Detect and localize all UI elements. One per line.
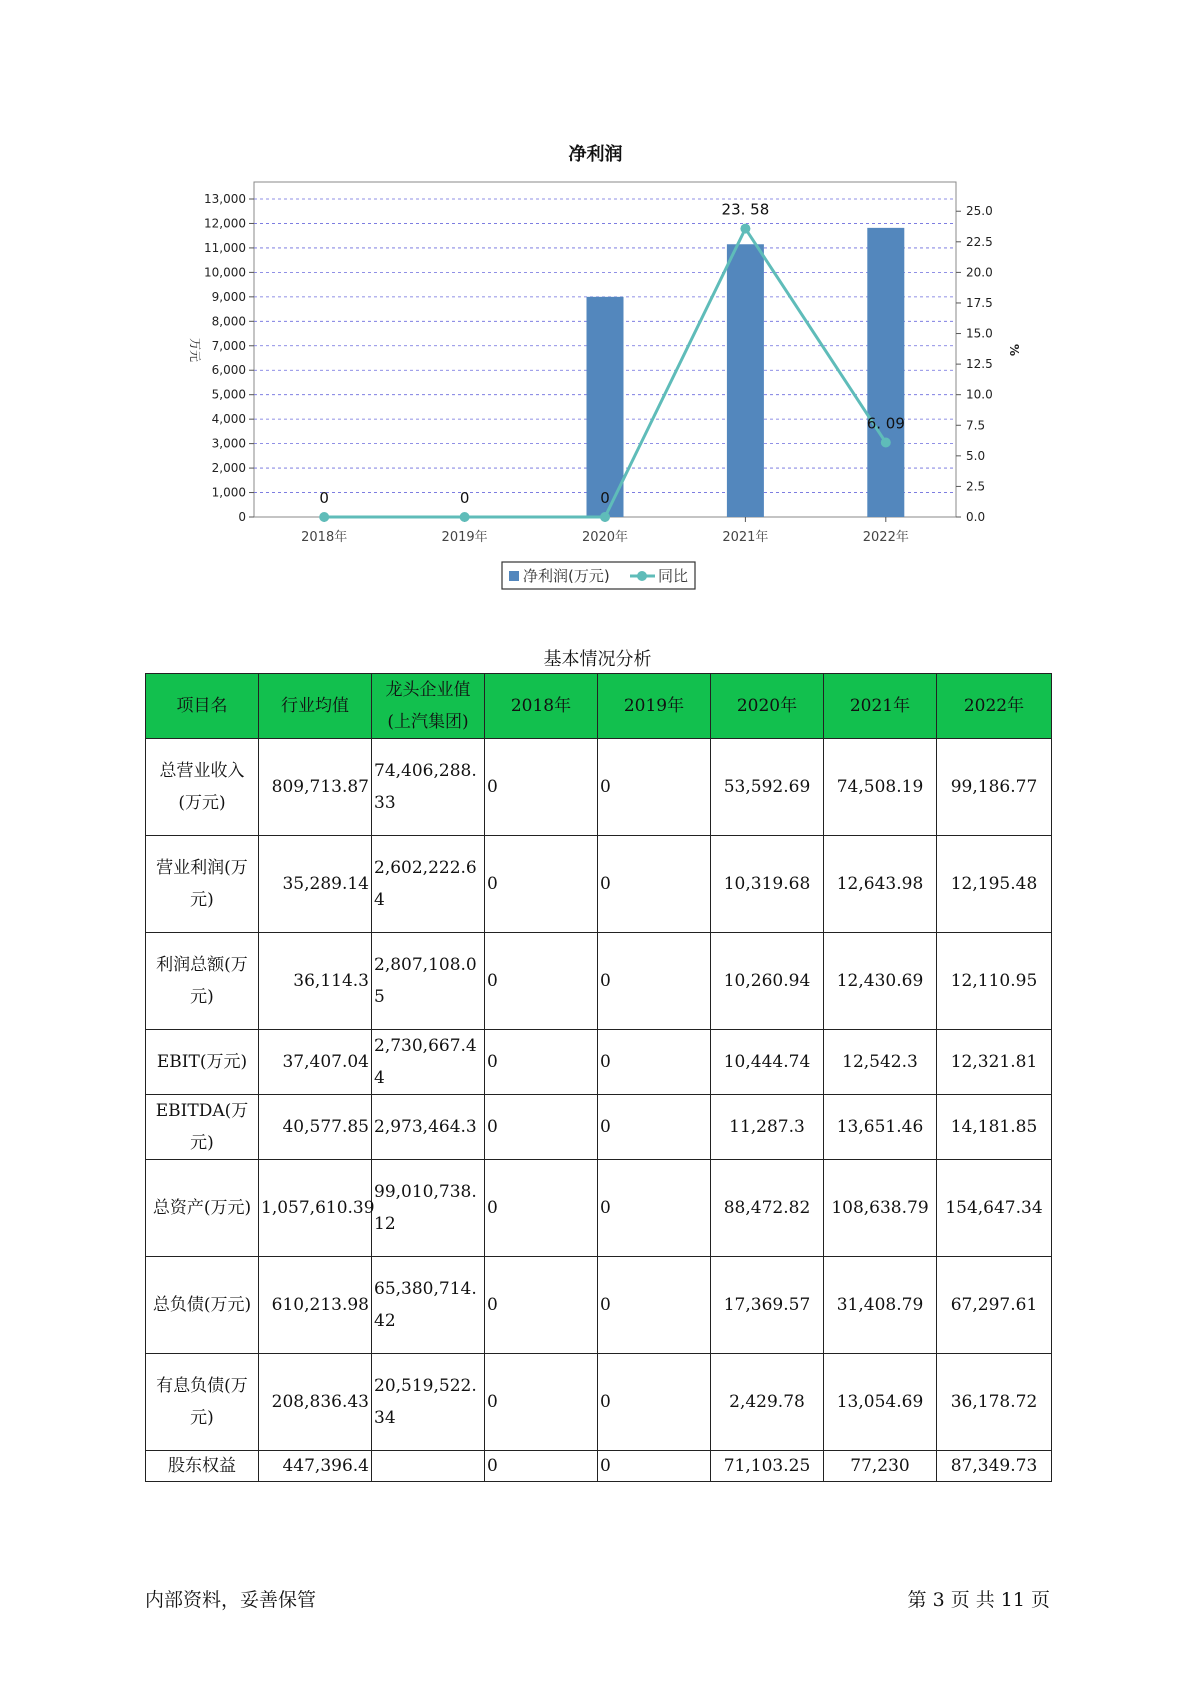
table-cell-avg: 37,407.04	[259, 1030, 372, 1095]
table-cell-lead: 2,807,108.05	[372, 933, 485, 1030]
header-cell: 2019年	[598, 674, 711, 739]
legend-swatch-bar	[509, 571, 519, 581]
table-row	[146, 1451, 1052, 1482]
header-cell: 2021年	[824, 674, 937, 739]
table-cell-lead: 2,602,222.64	[372, 836, 485, 933]
table-cell-y2020: 10,319.68	[711, 836, 824, 933]
table-cell-avg: 610,213.98	[259, 1257, 372, 1354]
header-cell: 龙头企业值(上汽集团)	[372, 674, 485, 739]
table-cell-y2018: 0	[485, 836, 598, 933]
y-tick-label: 6,000	[211, 363, 246, 378]
bar	[587, 297, 624, 517]
y2-tick-label: 10.0	[966, 387, 993, 402]
table-cell-y2018: 0	[485, 1095, 598, 1160]
table-cell-y2022: 154,647.34	[937, 1160, 1052, 1257]
y2-tick-label: 0.0	[966, 510, 986, 524]
y2-tick-label: 12.5	[966, 357, 993, 372]
table-cell-y2022: 36,178.72	[937, 1354, 1052, 1451]
table-row	[146, 1257, 1052, 1354]
table-cell-y2022: 67,297.61	[937, 1257, 1052, 1354]
header-cell: 2020年	[711, 674, 824, 739]
table-cell-y2021: 12,430.69	[824, 933, 937, 1030]
header-cell: 项目名	[146, 674, 259, 739]
table-row	[146, 1095, 1052, 1160]
table-row	[146, 1160, 1052, 1257]
legend-swatch-point	[637, 571, 647, 581]
y-tick-label: 9,000	[211, 289, 246, 304]
table-cell-y2021: 77,230	[824, 1451, 937, 1482]
table-cell-y2021: 108,638.79	[824, 1160, 937, 1257]
y-tick-label: 5,000	[211, 387, 246, 402]
table-cell-lead: 2,973,464.3	[372, 1095, 485, 1160]
y-axis-label: 万元	[188, 337, 202, 363]
table-cell-y2020: 2,429.78	[711, 1354, 824, 1451]
table-cell-name: EBITDA(万元)	[146, 1095, 259, 1160]
line-point	[600, 512, 610, 522]
x-tick-label: 2019年	[441, 530, 488, 545]
table-cell-name: 利润总额(万元)	[146, 933, 259, 1030]
y-tick-label: 2,000	[211, 461, 246, 476]
y-tick-label: 7,000	[211, 338, 246, 353]
table-row	[146, 739, 1052, 836]
line-point	[460, 512, 470, 522]
y-tick-label: 11,000	[204, 240, 246, 255]
table-cell-lead: 99,010,738.12	[372, 1160, 485, 1257]
table-cell-y2019: 0	[598, 1451, 711, 1482]
table-cell-lead: 74,406,288.33	[372, 739, 485, 836]
table-cell-avg: 40,577.85	[259, 1095, 372, 1160]
footer-confidential: 内部资料，妥善保管	[145, 1589, 317, 1611]
table-cell-y2022: 12,195.48	[937, 836, 1052, 933]
y-tick-label: 8,000	[211, 314, 246, 329]
table-cell-y2020: 53,592.69	[711, 739, 824, 836]
table-cell-name: 总资产(万元)	[146, 1160, 259, 1257]
table-cell-avg: 447,396.4	[259, 1451, 372, 1482]
y-tick-label: 12,000	[204, 216, 246, 231]
table-cell-y2019: 0	[598, 1095, 711, 1160]
x-tick-label: 2022年	[862, 530, 909, 545]
table-cell-y2018: 0	[485, 1030, 598, 1095]
table-cell-y2019: 0	[598, 836, 711, 933]
table-cell-lead: 2,730,667.44	[372, 1030, 485, 1095]
legend-label: 净利润(万元)	[523, 567, 610, 585]
table-cell-avg: 208,836.43	[259, 1354, 372, 1451]
bar	[727, 244, 764, 517]
legend-label: 同比	[658, 567, 689, 585]
x-tick-label: 2021年	[722, 530, 769, 545]
y2-axis-label: %	[1007, 343, 1021, 357]
data-label: 0	[600, 489, 610, 507]
table-cell-avg: 36,114.3	[259, 933, 372, 1030]
data-label: 23. 58	[721, 200, 770, 219]
table-cell-y2020: 10,444.74	[711, 1030, 824, 1095]
line-point	[881, 438, 891, 448]
y2-tick-label: 5.0	[966, 448, 986, 463]
table-cell-y2020: 11,287.3	[711, 1095, 824, 1160]
table-cell-name: 有息负债(万元)	[146, 1354, 259, 1451]
data-label: 6. 09	[866, 414, 905, 433]
net-profit-chart	[0, 0, 1191, 600]
y-tick-label: 0	[238, 510, 246, 524]
table-caption: 基本情况分析	[543, 649, 652, 670]
y2-tick-label: 15.0	[966, 326, 993, 341]
table-cell-name: 总负债(万元)	[146, 1257, 259, 1354]
table-cell-y2018: 0	[485, 1451, 598, 1482]
y-tick-label: 4,000	[211, 412, 246, 427]
table-cell-y2020: 88,472.82	[711, 1160, 824, 1257]
data-label: 0	[319, 489, 329, 507]
y2-tick-label: 22.5	[966, 234, 993, 249]
y2-tick-label: 25.0	[966, 204, 993, 219]
table-cell-avg: 35,289.14	[259, 836, 372, 933]
table-cell-y2020: 71,103.25	[711, 1451, 824, 1482]
x-tick-label: 2018年	[301, 530, 348, 545]
chart-svg	[0, 0, 1191, 600]
table-row	[146, 836, 1052, 933]
table-cell-y2022: 12,110.95	[937, 933, 1052, 1030]
table-cell-avg: 809,713.87	[259, 739, 372, 836]
line-point	[319, 512, 329, 522]
table-cell-y2020: 10,260.94	[711, 933, 824, 1030]
table-cell-y2019: 0	[598, 1257, 711, 1354]
table-cell-lead: 20,519,522.34	[372, 1354, 485, 1451]
table-cell-y2018: 0	[485, 1354, 598, 1451]
y2-tick-label: 17.5	[966, 295, 993, 310]
table-cell-name: 股东权益	[146, 1451, 259, 1482]
table-cell-y2021: 12,542.3	[824, 1030, 937, 1095]
table-cell-y2018: 0	[485, 1160, 598, 1257]
table-cell-y2019: 0	[598, 739, 711, 836]
table-cell-y2022: 87,349.73	[937, 1451, 1052, 1482]
table-cell-y2019: 0	[598, 1354, 711, 1451]
table-cell-y2022: 12,321.81	[937, 1030, 1052, 1095]
table-cell-y2019: 0	[598, 1160, 711, 1257]
line-point	[740, 224, 750, 234]
y2-tick-label: 7.5	[966, 418, 986, 433]
header-cell: 2018年	[485, 674, 598, 739]
table-row	[146, 933, 1052, 1030]
table-cell-y2018: 0	[485, 1257, 598, 1354]
y2-tick-label: 2.5	[966, 479, 986, 494]
table-cell-y2018: 0	[485, 933, 598, 1030]
header-cell: 2022年	[937, 674, 1052, 739]
table-cell-y2021: 31,408.79	[824, 1257, 937, 1354]
table-cell-y2020: 17,369.57	[711, 1257, 824, 1354]
table-cell-y2021: 13,651.46	[824, 1095, 937, 1160]
x-tick-label: 2020年	[581, 530, 629, 545]
bar	[867, 228, 904, 517]
y-tick-label: 1,000	[211, 485, 246, 500]
table-cell-y2018: 0	[485, 739, 598, 836]
data-label: 0	[459, 489, 470, 507]
table-cell-y2021: 13,054.69	[824, 1354, 937, 1451]
table-cell-y2022: 14,181.85	[937, 1095, 1052, 1160]
table-cell-name: 总营业收入(万元)	[146, 739, 259, 836]
table-row	[146, 1354, 1052, 1451]
y2-tick-label: 20.0	[966, 265, 993, 280]
table-cell-y2022: 99,186.77	[937, 739, 1052, 836]
table-cell-lead	[372, 1451, 485, 1482]
table-row	[146, 1030, 1052, 1095]
table-cell-name: EBIT(万元)	[146, 1030, 259, 1095]
table-cell-y2019: 0	[598, 933, 711, 1030]
footer-page-number: 第 3 页 共 11 页	[907, 1589, 1050, 1611]
table-cell-avg: 1,057,610.39	[259, 1160, 372, 1257]
table-cell-name: 营业利润(万元)	[146, 836, 259, 933]
chart-title: 净利润	[568, 144, 623, 165]
table-cell-y2019: 0	[598, 1030, 711, 1095]
y-tick-label: 10,000	[204, 265, 246, 280]
y-tick-label: 3,000	[211, 436, 246, 451]
table-cell-lead: 65,380,714.42	[372, 1257, 485, 1354]
y-tick-label: 13,000	[204, 192, 246, 206]
header-cell: 行业均值	[259, 674, 372, 739]
table-cell-y2021: 12,643.98	[824, 836, 937, 933]
basic-analysis-table	[145, 673, 1052, 1482]
table-header-row	[146, 674, 1052, 739]
table-cell-y2021: 74,508.19	[824, 739, 937, 836]
